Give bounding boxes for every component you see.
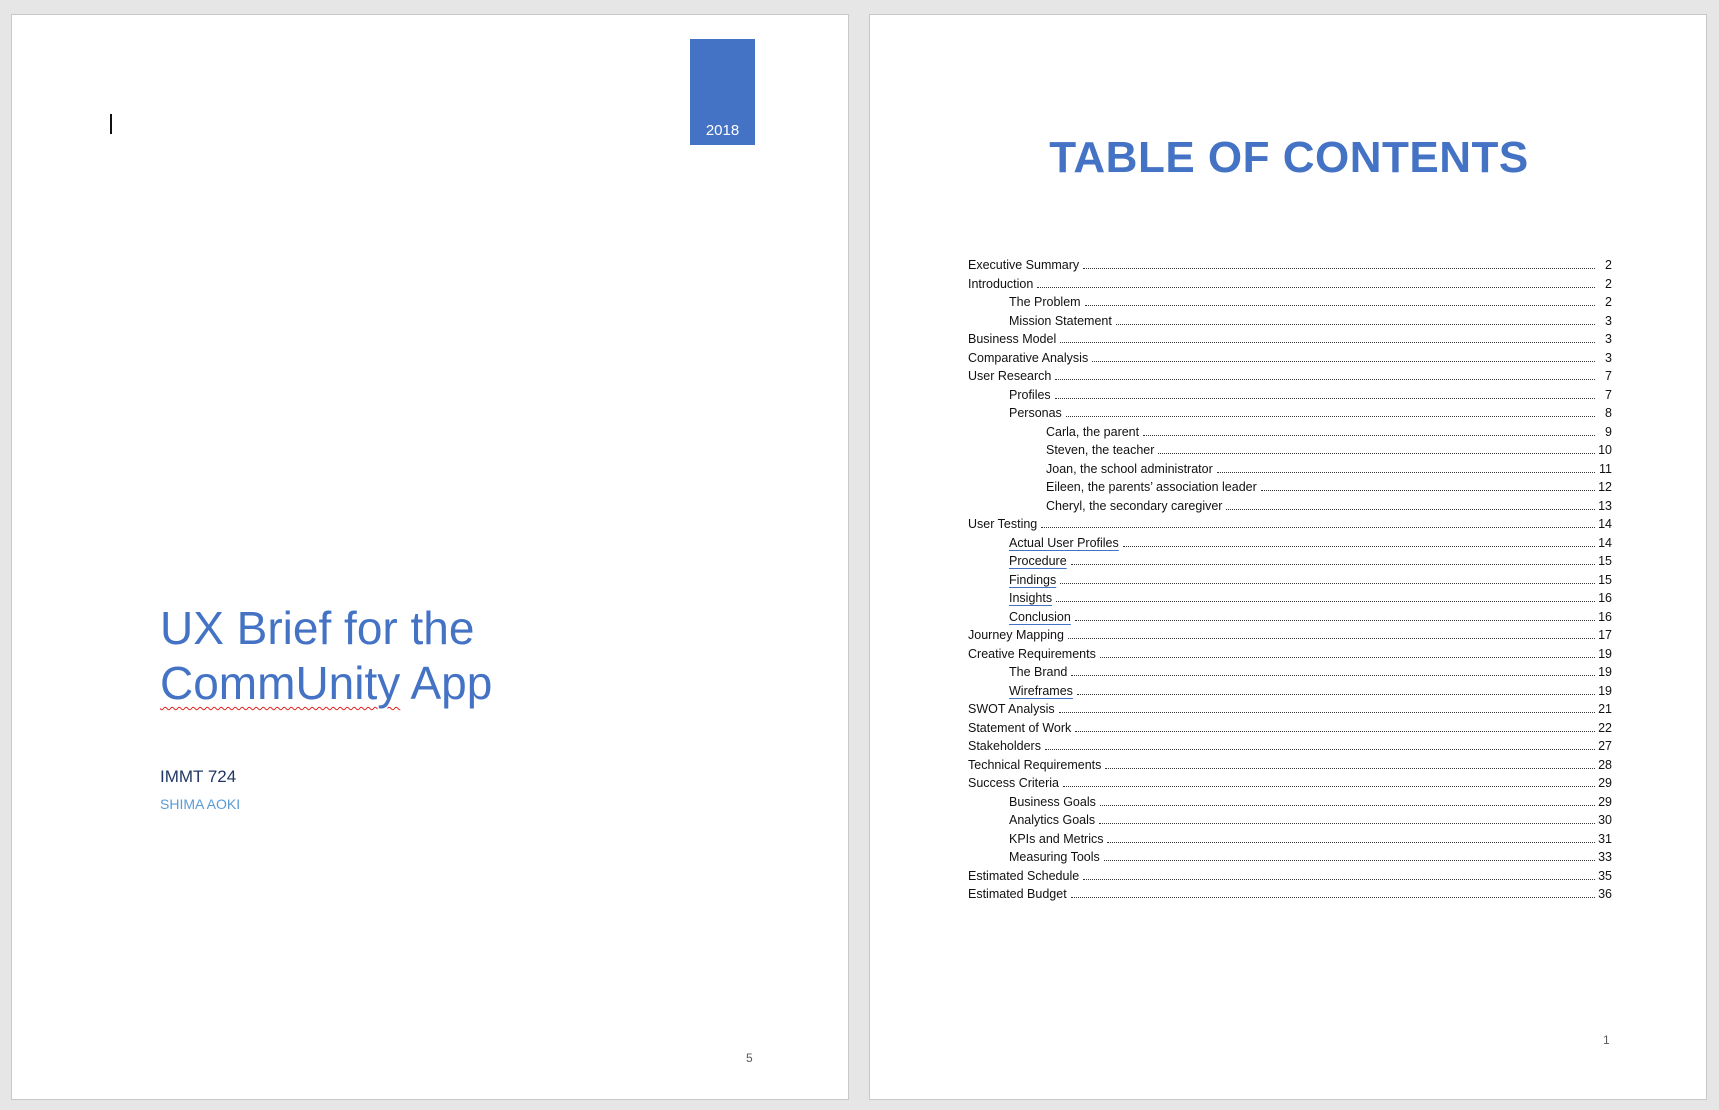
toc-entry-page[interactable]: 29 [1598,794,1612,809]
toc-dot-leader [1226,509,1595,510]
toc-entry-page[interactable]: 19 [1598,646,1612,661]
toc-dot-leader [1066,416,1595,417]
toc-entry[interactable] [968,887,1612,906]
cover-page[interactable] [11,14,849,1100]
toc-dot-leader [1059,712,1595,713]
toc-dot-leader [1100,657,1595,658]
page-number: 1 [1603,1033,1610,1047]
toc-entry[interactable] [968,647,1612,666]
toc-entry-page[interactable]: 31 [1598,831,1612,846]
toc-entry[interactable] [968,314,1612,333]
toc-entry-title[interactable]: The Brand [1009,665,1068,679]
toc-entry-title[interactable]: Estimated Schedule [968,868,1080,883]
toc-entry-page[interactable]: 19 [1598,683,1612,698]
cover-title [160,601,680,711]
toc-entry-title[interactable]: Creative Requirements [968,646,1096,661]
toc-entry[interactable] [968,554,1612,573]
toc-entry-page[interactable]: 8 [1605,406,1612,420]
toc-dot-leader [1068,638,1595,639]
toc-entry-page[interactable]: 3 [1605,350,1612,365]
toc-dot-leader [1105,768,1595,769]
toc-entry-title[interactable]: Measuring Tools [1009,850,1100,864]
toc-entry-title[interactable]: Conclusion [1009,609,1071,624]
toc-heading: TABLE OF CONTENTS [1049,133,1529,182]
toc-dot-leader [1071,675,1595,676]
toc-entry-title[interactable]: Eileen, the parents’ association leader [1046,480,1257,494]
toc-dot-leader [1055,398,1595,399]
toc-entry[interactable] [968,869,1612,888]
toc-entry[interactable] [968,369,1612,388]
text-cursor [110,114,112,134]
toc-entry[interactable] [968,388,1612,407]
page-number: 5 [746,1051,753,1065]
toc-entry-page[interactable]: 11 [1599,461,1612,476]
toc-entry-title[interactable]: Cheryl, the secondary caregiver [1046,498,1223,513]
toc-entry-page[interactable]: 27 [1598,739,1612,753]
cover-title-app-name: CommUnity [160,657,401,709]
toc-entry-page[interactable]: 33 [1598,850,1612,864]
toc-dot-leader [1083,268,1595,269]
toc-entry-title[interactable]: The Problem [1009,295,1081,309]
year-badge [690,39,755,145]
toc-entry[interactable] [968,480,1612,499]
toc-entry-title[interactable]: Procedure [1009,554,1067,568]
toc-dot-leader [1060,342,1595,343]
toc-entry[interactable] [968,443,1612,462]
toc-entry-page[interactable]: 10 [1598,443,1612,457]
toc-entry[interactable] [968,721,1612,740]
toc-entry[interactable] [968,684,1612,703]
toc-dot-leader [1063,786,1595,787]
toc-entry-page[interactable]: 35 [1598,868,1612,883]
toc-entry[interactable] [968,499,1612,518]
toc-entry-title[interactable]: Executive Summary [968,258,1080,272]
toc-entry[interactable] [968,332,1612,351]
toc-entry[interactable] [968,628,1612,647]
toc-entry-page[interactable]: 16 [1598,591,1612,605]
toc-entry-title[interactable]: Success Criteria [968,776,1059,790]
year-text: 2018 [705,122,740,139]
toc-entry[interactable] [968,425,1612,444]
toc-entry-title[interactable]: Introduction [968,276,1034,291]
toc-entry-page[interactable]: 36 [1598,887,1612,901]
toc-entry[interactable] [968,776,1612,795]
toc-dot-leader [1037,287,1595,288]
toc-entry-page[interactable]: 7 [1605,369,1612,383]
toc-entry[interactable] [968,295,1612,314]
toc-entry-page[interactable]: 21 [1598,702,1612,716]
toc-entry-title[interactable]: Statement of Work [968,720,1072,735]
toc-dot-leader [1045,749,1595,750]
toc-entry[interactable] [968,813,1612,832]
toc-entry-page[interactable]: 14 [1598,535,1612,550]
toc-dot-leader [1217,472,1595,473]
toc-dot-leader [1060,583,1595,584]
toc-dot-leader [1085,305,1595,306]
toc-entry-page[interactable]: 19 [1598,665,1612,679]
toc-entry[interactable] [968,832,1612,851]
toc-entry-page[interactable]: 12 [1598,480,1612,494]
toc-entry[interactable] [968,517,1612,536]
toc-entry-title[interactable]: User Research [968,369,1052,383]
toc-dot-leader [1261,490,1595,491]
toc-entry-title[interactable]: Insights [1009,591,1053,605]
course-code: IMMT 724 [160,767,237,786]
toc-entry-title[interactable]: Business Model [968,332,1057,346]
toc-dot-leader [1075,620,1595,621]
toc-entry[interactable] [968,462,1612,481]
toc-entry[interactable] [968,351,1612,370]
toc-entry[interactable] [968,573,1612,592]
toc-entry-title[interactable]: Estimated Budget [968,887,1067,901]
toc-entry-title[interactable]: Steven, the teacher [1046,443,1155,457]
toc-entry[interactable] [968,591,1612,610]
toc-entry-page[interactable]: 15 [1598,554,1612,568]
toc-entry-title[interactable]: Business Goals [1009,794,1096,809]
toc-entry[interactable] [968,739,1612,758]
cover-title-app-suffix: App [400,657,493,709]
toc-dot-leader [1056,601,1595,602]
toc-dot-leader [1123,546,1595,547]
toc-entry-page[interactable]: 15 [1598,572,1612,587]
toc-entry-title[interactable]: Journey Mapping [968,628,1064,642]
toc-entry-title[interactable]: Findings [1009,572,1057,587]
toc-entry-title[interactable]: Personas [1009,406,1062,420]
toc-entry[interactable] [968,406,1612,425]
toc-dot-leader [1055,379,1595,380]
toc-entry-page[interactable]: 9 [1605,424,1612,439]
toc-entry[interactable] [968,665,1612,684]
toc-page[interactable] [869,14,1707,1100]
toc-entry-page[interactable]: 22 [1598,720,1612,735]
toc-entry-page[interactable]: 3 [1605,313,1612,328]
toc-dot-leader [1077,694,1595,695]
toc-dot-leader [1071,897,1595,898]
toc-dot-leader [1083,879,1595,880]
toc-entry-title[interactable]: Profiles [1009,387,1051,402]
toc-entry[interactable] [968,536,1612,555]
toc-dot-leader [1099,823,1595,824]
toc-entry-page[interactable]: 14 [1598,517,1612,531]
toc-entry-page[interactable]: 3 [1605,332,1612,346]
toc-entry[interactable] [968,758,1612,777]
toc-entry-title[interactable]: KPIs and Metrics [1009,831,1104,846]
toc-entry[interactable] [968,702,1612,721]
toc-dot-leader [1100,805,1595,806]
cover-title-line1: UX Brief for the [160,602,475,654]
toc-entry-title[interactable]: SWOT Analysis [968,702,1055,716]
toc-entry-title[interactable]: Comparative Analysis [968,350,1089,365]
author-name: SHIMA AOKI [160,796,241,812]
toc-entry[interactable] [968,795,1612,814]
toc-entry-page[interactable]: 16 [1598,609,1612,624]
toc-entry-title[interactable]: Joan, the school administrator [1046,461,1213,476]
toc-entry-title[interactable]: Technical Requirements [968,757,1102,772]
toc-dot-leader [1075,731,1595,732]
toc-dot-leader [1104,860,1595,861]
toc-entry-page[interactable]: 2 [1605,276,1612,291]
toc-entry-page[interactable]: 7 [1605,387,1612,402]
toc-entry-page[interactable]: 2 [1605,295,1612,309]
toc-entry-title[interactable]: Carla, the parent [1046,424,1140,439]
toc-entry-title[interactable]: Actual User Profiles [1009,535,1119,550]
toc-dot-leader [1107,842,1595,843]
toc-dot-leader [1158,453,1595,454]
toc-entry-title[interactable]: Wireframes [1009,683,1073,698]
toc-entry-title[interactable]: Mission Statement [1009,313,1112,328]
toc-entry-page[interactable]: 13 [1598,498,1612,513]
toc-entry[interactable] [968,850,1612,869]
toc-entry-page[interactable]: 28 [1598,757,1612,772]
toc-entry-title[interactable]: User Testing [968,517,1038,531]
toc-entry-title[interactable]: Stakeholders [968,739,1041,753]
toc-entry[interactable] [968,610,1612,629]
toc-entry-page[interactable]: 30 [1598,813,1612,827]
toc-entry-page[interactable]: 29 [1598,776,1612,790]
toc-entry[interactable] [968,258,1612,277]
toc-dot-leader [1116,324,1595,325]
toc-entry-title[interactable]: Analytics Goals [1009,813,1096,827]
toc-dot-leader [1041,527,1595,528]
toc-dot-leader [1092,361,1595,362]
toc-dot-leader [1071,564,1595,565]
toc-entry-page[interactable]: 17 [1598,628,1612,642]
toc-entry-page[interactable]: 2 [1605,258,1612,272]
toc-dot-leader [1143,435,1595,436]
toc-entry[interactable] [968,277,1612,296]
toc-list [968,258,1612,906]
